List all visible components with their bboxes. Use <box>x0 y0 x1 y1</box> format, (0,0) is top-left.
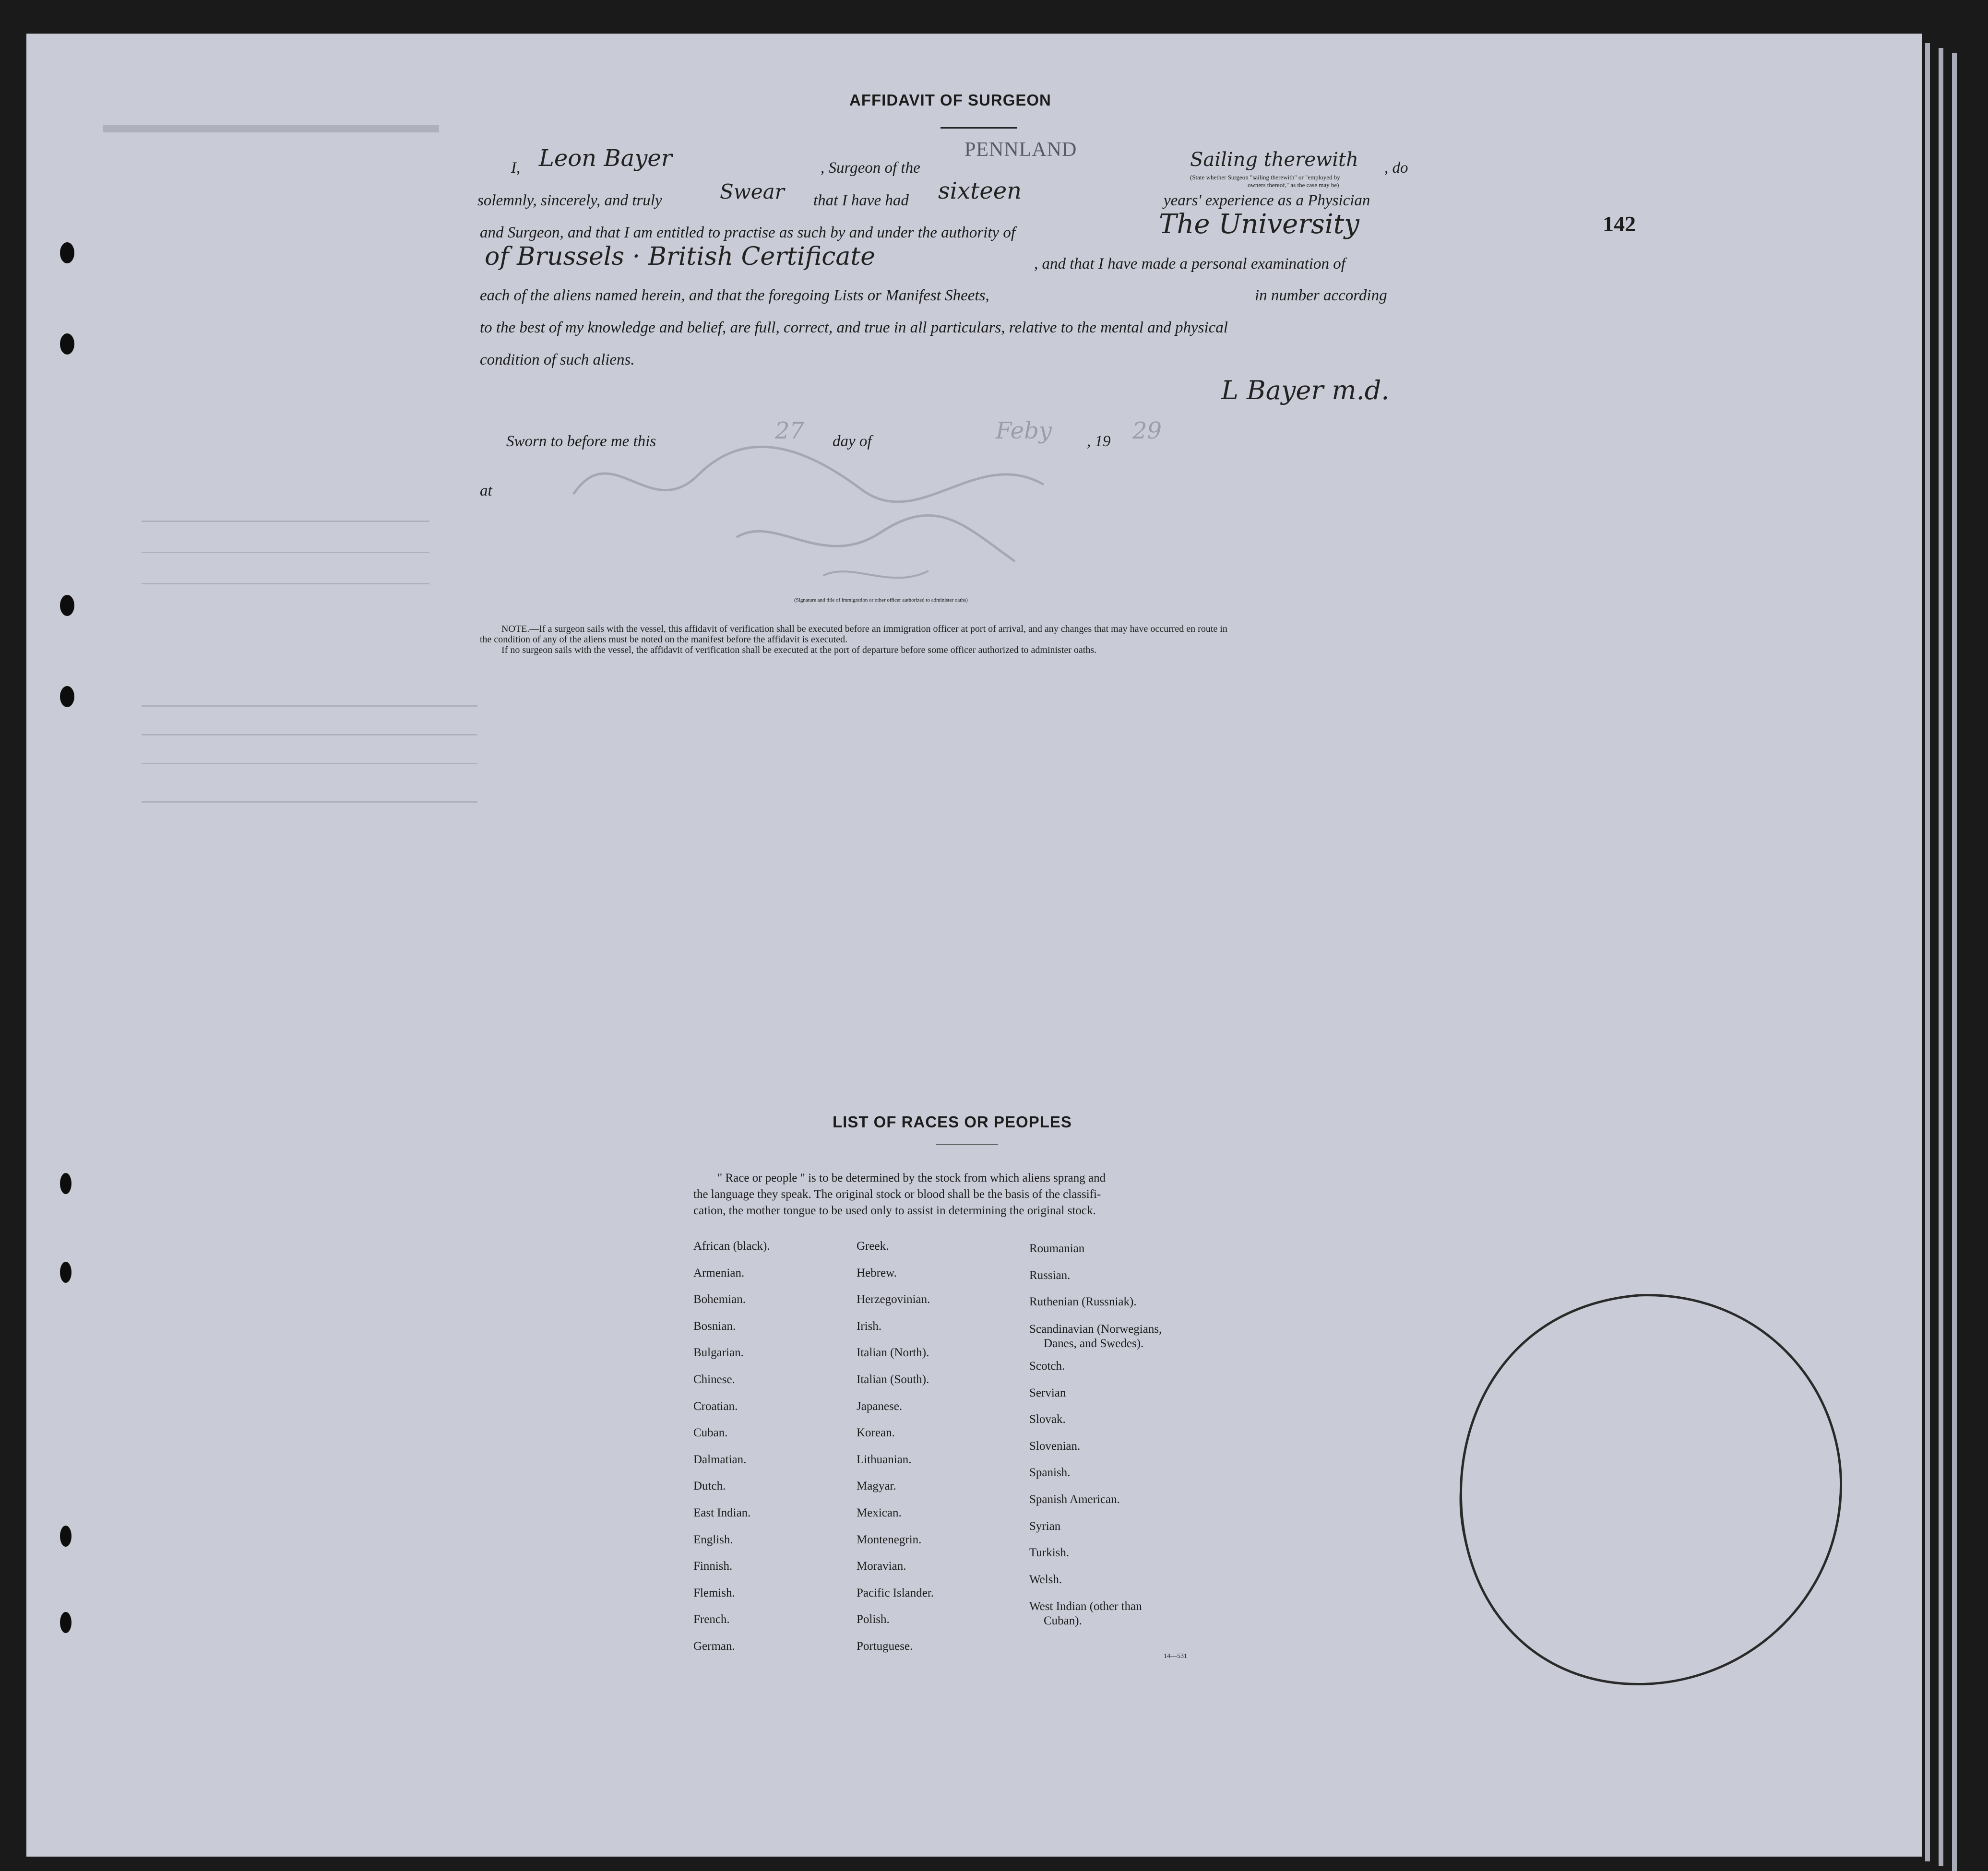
affidavit-text: to the best of my knowledge and belief, are full, correct, and true in all particulars, relative to the mental and physical <box>480 319 1228 336</box>
bleed-through-mark <box>142 583 429 584</box>
surgeon-name: Leon Bayer <box>539 145 672 172</box>
race-item: Mexican. <box>857 1506 902 1519</box>
race-item: Lithuanian. <box>857 1453 912 1466</box>
affidavit-text: years' experience as a Physician <box>1164 192 1370 209</box>
surgeon-capacity: Sailing therewith <box>1190 149 1358 171</box>
affidavit-text: and Surgeon, and that I am entitled to practise as such by and under the authority of <box>480 224 1016 241</box>
vessel-name: PENNLAND <box>964 139 1077 161</box>
affidavit-text: , and that I have made a personal examination of <box>1034 255 1345 272</box>
race-item: Magyar. <box>857 1480 896 1493</box>
affidavit-text: Sworn to before me this <box>506 433 656 450</box>
race-item: Armenian. <box>693 1266 745 1279</box>
affidavit-text: that I have had <box>813 192 909 209</box>
officer-signature-mark <box>554 417 1130 619</box>
race-item: German. <box>693 1639 735 1653</box>
bleed-through-mark <box>142 801 477 803</box>
officer-caption: (Signature and title of immigration or other officer authorized to administer oaths) <box>794 597 968 603</box>
binder-hole <box>60 333 74 355</box>
race-item: Hebrew. <box>857 1266 897 1279</box>
binder-hole <box>60 1612 71 1633</box>
race-item-continued: Danes, and Swedes). <box>1044 1337 1144 1350</box>
race-item: Cuban. <box>693 1426 728 1440</box>
races-column <box>1029 1235 1162 1351</box>
bleed-through-mark <box>142 763 477 764</box>
sworn-month: Feby <box>996 417 1052 444</box>
race-item: Ruthenian (Russniak). <box>1029 1295 1137 1309</box>
race-item: Dalmatian. <box>693 1453 747 1466</box>
race-item: Korean. <box>857 1426 895 1440</box>
race-item: Scotch. <box>1029 1360 1065 1373</box>
race-item: Italian (South). <box>857 1373 929 1386</box>
race-item: Pacific Islander. <box>857 1586 934 1599</box>
page-edge <box>1952 53 1957 1871</box>
hand-drawn-circle <box>1428 1276 1859 1708</box>
races-intro: the language they speak. The original stock or blood shall be the basis of the classifi- <box>693 1188 1101 1201</box>
race-item: Chinese. <box>693 1373 735 1386</box>
races-column <box>693 1233 770 1660</box>
title-underline <box>936 1144 998 1145</box>
capacity-instruction: (State whether Surgeon "sailing therewith" or "employed by <box>1190 174 1340 181</box>
title-underline <box>940 127 1017 129</box>
affidavit-note: the condition of any of the aliens must be noted on the manifest before the affidavit is executed. <box>480 634 848 645</box>
oath-word: Swear <box>720 180 785 203</box>
race-item: Bosnian. <box>693 1319 736 1333</box>
affidavit-text: , Surgeon of the <box>821 159 920 177</box>
race-item: Portuguese. <box>857 1639 913 1653</box>
manifest-page <box>26 34 1922 1857</box>
race-item: Slovenian. <box>1029 1439 1081 1453</box>
sworn-year: 29 <box>1132 417 1162 444</box>
race-item: English. <box>693 1533 733 1546</box>
race-item: West Indian (other than <box>1029 1600 1142 1613</box>
affidavit-title: AFFIDAVIT OF SURGEON <box>849 91 1051 109</box>
race-item: Dutch. <box>693 1480 726 1493</box>
race-item: Irish. <box>857 1319 882 1333</box>
race-item: East Indian. <box>693 1506 751 1519</box>
bleed-through-mark <box>142 521 429 522</box>
race-item: Herzegovinian. <box>857 1293 930 1306</box>
race-item: Croatian. <box>693 1399 738 1413</box>
race-item: Bulgarian. <box>693 1346 744 1360</box>
binder-hole <box>60 595 74 616</box>
race-item: Welsh. <box>1029 1573 1062 1586</box>
race-item: Finnish. <box>693 1560 733 1573</box>
race-item: Russian. <box>1029 1268 1071 1282</box>
races-column <box>857 1233 934 1660</box>
race-item: Servian <box>1029 1386 1066 1399</box>
race-item: African (black). <box>693 1240 770 1253</box>
affidavit-text: , do <box>1384 159 1408 177</box>
affidavit-text: solemnly, sincerely, and truly <box>477 192 662 209</box>
binder-hole <box>60 1262 71 1283</box>
race-item: Spanish American. <box>1029 1492 1120 1506</box>
affidavit-text: day of <box>833 433 872 450</box>
affidavit-note: If no surgeon sails with the vessel, the affidavit of verification shall be executed at the port of departure before some officer authorized to administer oaths. <box>501 645 1097 655</box>
race-item: Japanese. <box>857 1399 903 1413</box>
affidavit-note: NOTE.—If a surgeon sails with the vessel, this affidavit of verification shall be executed before an immigration officer at port of arrival, and any changes that may have occurred en route in <box>501 624 1227 634</box>
race-item: Italian (North). <box>857 1346 929 1360</box>
race-item: Scandinavian (Norwegians, <box>1029 1322 1162 1336</box>
races-intro: " Race or people " is to be determined by the stock from which aliens sprang and <box>717 1172 1106 1184</box>
race-item: Greek. <box>857 1240 889 1253</box>
sworn-day: 27 <box>775 417 805 444</box>
affidavit-text: condition of such aliens. <box>480 351 635 368</box>
capacity-instruction: owners thereof," as the case may be) <box>1248 181 1339 189</box>
races-title: LIST OF RACES OR PEOPLES <box>833 1113 1072 1131</box>
race-item: Moravian. <box>857 1560 906 1573</box>
race-item: Montenegrin. <box>857 1533 922 1546</box>
races-column <box>1029 1353 1142 1628</box>
race-item-continued: Cuban). <box>1044 1614 1082 1628</box>
authority-line-2: of Brussels · British Certificate <box>485 242 876 271</box>
affidavit-text: I, <box>511 159 521 177</box>
affidavit-text: in number according <box>1255 287 1387 304</box>
form-number: 14—531 <box>1164 1653 1187 1660</box>
race-item: Flemish. <box>693 1586 735 1599</box>
binder-hole <box>60 242 74 263</box>
race-item: Bohemian. <box>693 1293 746 1306</box>
affidavit-text: each of the aliens named herein, and that the foregoing Lists or Manifest Sheets, <box>480 287 989 304</box>
years-experience: sixteen <box>938 178 1022 204</box>
bleed-through-mark <box>103 125 439 132</box>
race-item: Spanish. <box>1029 1466 1071 1480</box>
bleed-through-mark <box>142 734 477 735</box>
authority-line-1: The University <box>1159 209 1359 240</box>
page-edge <box>1939 48 1943 1866</box>
binder-hole <box>60 1173 71 1194</box>
race-item: Polish. <box>857 1613 890 1626</box>
race-item: Syrian <box>1029 1519 1061 1533</box>
race-item: Slovak. <box>1029 1413 1066 1426</box>
surgeon-signature: L Bayer m.d. <box>1221 375 1390 405</box>
page-number: 142 <box>1603 212 1636 236</box>
race-item: French. <box>693 1613 730 1626</box>
affidavit-text: , 19 <box>1087 433 1111 450</box>
binder-hole <box>60 686 74 707</box>
race-item: Turkish. <box>1029 1546 1070 1560</box>
binder-hole <box>60 1526 71 1547</box>
bleed-through-mark <box>142 705 477 707</box>
affidavit-text: at <box>480 482 492 499</box>
races-intro: cation, the mother tongue to be used only to assist in determining the original stock. <box>693 1204 1096 1217</box>
page-edge <box>1925 43 1930 1861</box>
bleed-through-mark <box>142 552 429 553</box>
race-item: Roumanian <box>1029 1242 1085 1255</box>
